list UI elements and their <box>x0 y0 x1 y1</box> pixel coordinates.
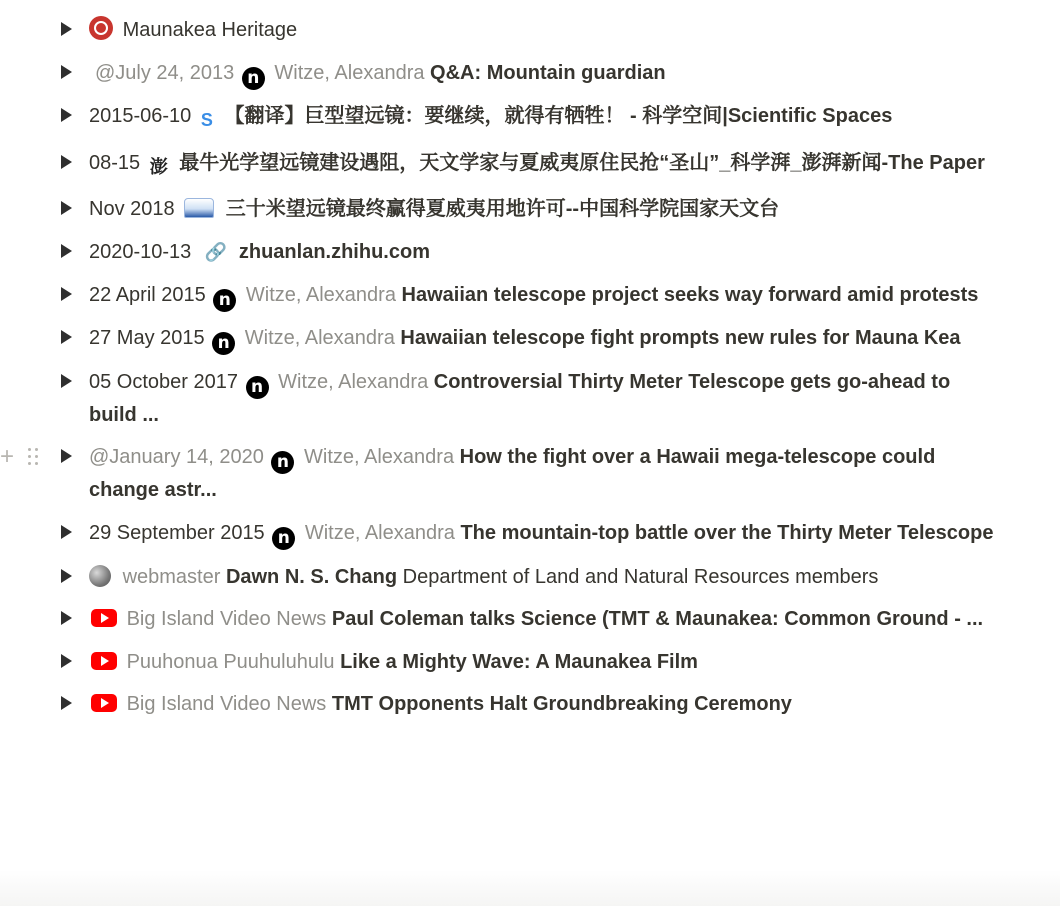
link-title[interactable]: Hawaiian telescope fight prompts new rules for Mauna Kea <box>400 327 961 350</box>
thepaper-icon: 澎 <box>149 156 168 177</box>
toggle-item[interactable] <box>0 14 1060 46</box>
drag-handle-icon[interactable] <box>27 446 41 468</box>
link-title[interactable]: Q&A: Mountain guardian <box>430 61 666 84</box>
toggle-arrow-icon[interactable] <box>61 611 72 625</box>
link-subtitle[interactable]: Department of Land and Natural Resources members <box>402 565 879 588</box>
heritage-logo-icon <box>89 16 113 40</box>
link-title[interactable]: Dawn N. S. Chang <box>225 565 398 588</box>
toggle-arrow-icon[interactable] <box>61 525 72 539</box>
link-title[interactable]: Paul Coleman talks Science (TMT & Maunakea: Common Ground - ... <box>331 608 984 631</box>
date: 29 September 2015 <box>89 521 265 544</box>
toggle-arrow-icon[interactable] <box>61 569 72 583</box>
author: Witze, Alexandra <box>278 370 429 393</box>
link-title[interactable]: Hawaiian telescope project seeks way forward amid protests <box>401 283 979 306</box>
toggle-item[interactable] <box>0 100 1060 136</box>
youtube-icon <box>91 609 117 627</box>
author: Witze, Alexandra <box>304 446 455 469</box>
add-block-icon[interactable]: + <box>0 443 15 471</box>
nature-icon: n <box>242 67 265 90</box>
toggle-item[interactable] <box>0 322 1060 355</box>
toggle-arrow-icon[interactable] <box>61 654 72 668</box>
nature-icon: n <box>272 527 295 550</box>
toggle-arrow-icon[interactable] <box>61 22 72 36</box>
link-title[interactable]: TMT Opponents Halt Groundbreaking Ceremony <box>331 693 792 716</box>
youtube-icon <box>91 694 117 712</box>
toggle-item[interactable] <box>0 441 1060 506</box>
toggle-item[interactable] <box>0 561 1060 593</box>
date: 22 April 2015 <box>89 283 206 306</box>
toggle-item[interactable] <box>0 279 1060 312</box>
link-title[interactable]: How the fight over a Hawaii mega-telescope could change astr... <box>89 446 936 502</box>
toggle-list <box>0 14 1060 731</box>
author: Witze, Alexandra <box>245 283 396 306</box>
kexue-spaces-icon: S <box>200 110 213 131</box>
author: Big Island Video News <box>126 608 327 631</box>
nature-icon: n <box>271 451 294 474</box>
toggle-arrow-icon[interactable] <box>61 287 72 301</box>
date: 27 May 2015 <box>89 327 205 350</box>
toggle-item[interactable] <box>0 688 1060 720</box>
date: 08-15 <box>89 151 141 174</box>
link-title[interactable]: 【翻译】巨型望远镜：要继续，就得有牺牲！ - 科学空间|Scientific Spaces <box>224 105 893 128</box>
toggle-arrow-icon[interactable] <box>61 244 72 258</box>
link-title[interactable]: Controversial Thirty Meter Telescope gets go-ahead to build ... <box>89 370 951 426</box>
toggle-arrow-icon[interactable] <box>61 201 72 215</box>
toggle-arrow-icon[interactable] <box>61 696 72 710</box>
link-title[interactable]: 三十米望远镜最终赢得夏威夷用地许可--中国科学院国家天文台 <box>225 198 780 221</box>
date: 2020-10-13 <box>89 240 192 263</box>
date: 2015-06-10 <box>89 105 192 128</box>
author: Puuhonua Puuhuluhulu <box>126 650 335 673</box>
link-title[interactable]: Like a Mighty Wave: A Maunakea Film <box>340 650 698 673</box>
toggle-arrow-icon[interactable] <box>61 155 72 169</box>
nature-icon: n <box>212 332 235 355</box>
toggle-item[interactable] <box>0 57 1060 90</box>
link-title[interactable]: 最牛光学望远镜建设遇阻，天文学家与夏威夷原住民抢“圣山”_科学湃_澎湃新闻-The Paper <box>179 151 985 174</box>
toggle-arrow-icon[interactable] <box>61 330 72 344</box>
toggle-arrow-icon[interactable] <box>61 449 72 463</box>
toggle-item[interactable] <box>0 193 1060 225</box>
nature-icon: n <box>213 289 236 312</box>
link-icon: 🔗 <box>204 241 228 262</box>
nature-icon: n <box>246 376 269 399</box>
toggle-item[interactable] <box>0 147 1060 183</box>
youtube-icon <box>91 652 117 670</box>
link-title[interactable]: zhuanlan.zhihu.com <box>238 240 430 263</box>
date: Nov 2018 <box>89 198 175 221</box>
bookmark-title[interactable]: Maunakea Heritage <box>122 19 298 41</box>
date-mention[interactable]: @January 14, 2020 <box>89 446 264 469</box>
webmaster-avatar-icon <box>89 565 111 587</box>
author: Big Island Video News <box>126 693 327 716</box>
toggle-item[interactable] <box>0 517 1060 550</box>
toggle-item[interactable] <box>0 366 1060 431</box>
link-title[interactable]: The mountain-top battle over the Thirty Meter Telescope <box>460 521 994 544</box>
toggle-arrow-icon[interactable] <box>61 108 72 122</box>
naoc-icon <box>184 198 214 218</box>
author: webmaster <box>122 565 221 588</box>
author: Witze, Alexandra <box>244 327 395 350</box>
date-mention[interactable]: @July 24, 2013 <box>95 61 235 84</box>
toggle-item[interactable] <box>0 236 1060 268</box>
author: Witze, Alexandra <box>304 521 455 544</box>
toggle-arrow-icon[interactable] <box>61 374 72 388</box>
toggle-item[interactable] <box>0 603 1060 635</box>
author: Witze, Alexandra <box>274 61 425 84</box>
toggle-item[interactable] <box>0 646 1060 678</box>
date: 05 October 2017 <box>89 370 238 393</box>
toggle-arrow-icon[interactable] <box>61 65 72 79</box>
